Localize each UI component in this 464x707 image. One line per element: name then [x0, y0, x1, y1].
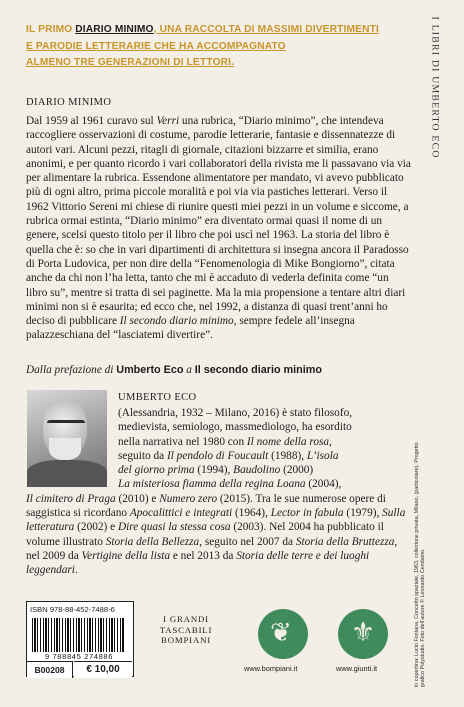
barcode-digits: 9 788845 274886	[44, 652, 114, 661]
giunti-lily-icon: ⚜	[338, 609, 388, 659]
spine-text: I LIBRI DI UMBERTO ECO	[429, 16, 441, 159]
headline	[26, 22, 388, 72]
series-line: TASCABILI	[159, 624, 213, 635]
headline-line2: E PARODIE LETTERARIE CHE HA ACCOMPAGNATO	[26, 40, 286, 52]
giunti-url[interactable]: www.giunti.it	[336, 664, 378, 673]
author-name: UMBERTO ECO	[118, 392, 197, 403]
blurb-italic: Il secondo diario minimo	[119, 315, 234, 328]
series-line: I GRANDI	[163, 614, 209, 624]
barcode-icon	[32, 618, 124, 652]
cover-credits	[411, 440, 429, 690]
author-bio	[26, 406, 412, 578]
price-label: € 10,00	[74, 661, 132, 678]
series-label	[144, 614, 228, 646]
headline-part3: , UNA RACCOLTA DI MASSIMI DIVERTIMENTI	[153, 24, 379, 35]
bompiani-leaf-icon: ❦	[258, 609, 308, 659]
bio-line: (Alessandria, 1932 – Milano, 2016) è stato filosofo,	[118, 407, 353, 419]
bio-line: seguito da Il pendolo di Foucault (1988), L’isola	[118, 449, 339, 462]
blurb-segment: una rubrica, “Diario minimo”, che intendeva raccogliere osservazioni di costume, parodie letterarie, fantasie e dissennatezze di autori vari. Alcuni pezzi, ritagli di giornale, citazioni bizzarre et similia, erano anonimi, e per quanto ricordo i vari collaboratori della rivista me li passavano via via per alimentare la rubrica. Essendone alimentatore per mandato, vi avevo pubblicato più di ogni altro, prima piccole moralità e poi via via pastiches letterari. Verso il 1962 Vittorio Sereni mi chiese di riunire questi miei pezzi in un volume e siccome, a rubrica ormai estinta, “Diario minimo” era diventato ormai quasi il nome di un genere, scelsi questo titolo per il libro che poi uscì nel 1963. La storia del libro è quella che è: so che in vari dipartimenti di architettura si insegna ancora il Paradosso di Porta Ludovica, per non dire della “Fenomenologia di Mike Bongiorno”, citata anche da chi non l’ha letta, tanto che mi è accaduto di vederla definita come “un libro su”, mentre si tratta di sei paginette. Ma la mia propensione a tentare altri diari minimi non si è esaurita; ed ecco che, nel 1992, a distanza di quasi trent’anni ho deciso di pubblicare	[26, 115, 411, 328]
credits-text: In copertina: Lucio Fontana, Concetto spaziale, 1963, collezione privata, Milano, (particolare). Progetto grafico Polystudio. Foto dell’autore © Leonardo Cendamo.	[413, 442, 426, 688]
series-spine-label	[420, 16, 441, 176]
preface-book: Il secondo diario minimo	[194, 364, 322, 376]
preface-mid: a	[183, 364, 195, 376]
bio-line: nella narrativa nel 1980 con Il nome della rosa,	[118, 435, 332, 448]
blurb-text	[26, 114, 412, 343]
preface-author: Umberto Eco	[116, 364, 184, 376]
blurb-segment: , sempre fedele all’insegna palazzeschiana del “lasciatemi divertire”.	[26, 315, 355, 342]
blurb-segment: Dal 1959 al 1961 curavo sul	[26, 115, 157, 127]
bio-line: medievista, semiologo, massmediologo, ha esordito	[118, 421, 352, 434]
preface-attribution	[26, 364, 322, 376]
product-code: B00208	[27, 661, 73, 678]
isbn-label: ISBN 978-88-452-7488-6	[30, 605, 115, 614]
blurb-italic: Verri	[156, 115, 180, 127]
section-title: DIARIO MINIMO	[26, 97, 112, 108]
headline-line3: ALMENO TRE GENERAZIONI DI LETTORI.	[26, 57, 235, 68]
preface-lead: Dalla prefazione di	[26, 364, 117, 376]
bio-line: del giorno prima (1994), Baudolino (2000)	[118, 464, 314, 477]
bio-rest: Il cimitero di Praga (2010) e Numero zero (2015). Tra le sue numerose opere di saggistica si ricordano Apocalittici e integrati (1964), Lector in fabula (1979), Sulla letteratura (2002) e Dire quasi la stessa cosa (2003). Nel 2004 ha pubblicato il volume illustrato Storia della Bellezza, seguito nel 2007 da Storia della Bruttezza, nel 2009 da Vertigine della lista e nel 2013 da Storia delle terre e dei luoghi leggendari.	[26, 492, 406, 577]
headline-part1: IL PRIMO	[26, 24, 76, 35]
series-line: BOMPIANI	[161, 635, 211, 646]
bio-line: La misteriosa fiamma della regina Loana (2004),	[118, 478, 342, 491]
headline-title: DIARIO MINIMO	[75, 24, 154, 35]
bompiani-url[interactable]: www.bompiani.it	[244, 664, 298, 673]
